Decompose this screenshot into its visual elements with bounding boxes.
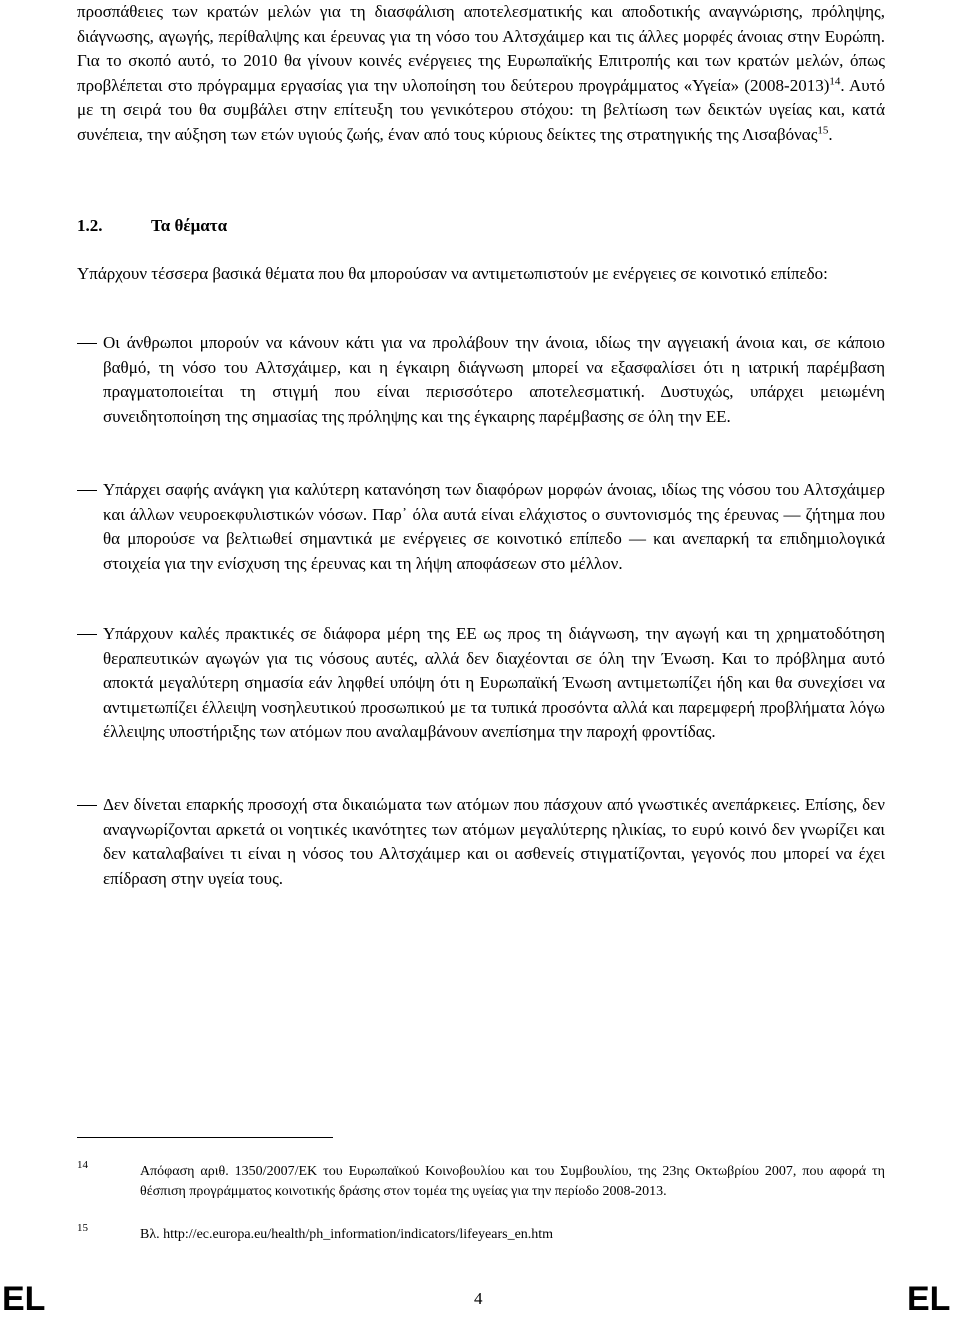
- footnote-mark: 14: [77, 1159, 88, 1171]
- footnote-ref-14: 14: [829, 74, 841, 87]
- bullet-item: [77, 622, 885, 745]
- section-number: 1.2.: [77, 216, 103, 235]
- page-number: 4: [474, 1289, 483, 1308]
- bullet-text: Δεν δίνεται επαρκής προσοχή στα δικαιώματα των ατόμων που πάσχουν από γνωστικές ανεπάρκειες. Επίσης, δεν αναγνωρίζονται αρκετά οι νοητικές ικανότητες των ατόμων μεγαλύτερης ηλικίας, το ευρύ κοινό δεν γνωρίζει και δεν καταλαβαίνει τι είναι η νόσος του Αλτσχάιμερ και οι ασθενείς στιγματίζονται, γεγονός που μπορεί να έχει επίδραση στην υγεία τους.: [103, 795, 885, 888]
- footnote: [77, 1222, 885, 1245]
- footnote-text: Απόφαση αριθ. 1350/2007/ΕΚ του Ευρωπαϊκού Κοινοβουλίου και του Συμβουλίου, της 23ης Οκτωβρίου 2007, που αφορά τη θέσπιση προγράμματος κοινοτικής δράσης στον τομέα της υγείας για την περίοδο 2008-2013.: [140, 1164, 885, 1199]
- bullet-item: [77, 478, 885, 576]
- footer-language-left: EL: [2, 1280, 46, 1318]
- bullet-text: Οι άνθρωποι μπορούν να κάνουν κάτι για να προλάβουν την άνοια, ιδίως την αγγειακή άνοια και, σε κάποιο βαθμό, τη νόσο του Αλτσχάιμερ, και η έγκαιρη διάγνωση μπορεί να εξασφαλίσει ότι η ιατρική παρέμβαση πραγματοποιείται τη στιγμή που είναι περισσότερο αποτελεσματική. Δυστυχώς, υπάρχει μειωμένη συνειδητοποίηση της σημασίας της πρόληψης και της έγκαιρης παρέμβασης σε όλη την ΕΕ.: [103, 333, 885, 426]
- bullet-item: [77, 331, 885, 429]
- section-heading: [77, 216, 227, 236]
- footnote-mark: 15: [77, 1222, 88, 1234]
- intro-text-3: .: [828, 124, 833, 144]
- bullet-text: Υπάρχουν καλές πρακτικές σε διάφορα μέρη της ΕΕ ως προς τη διάγνωση, την αγωγή και τη χρηματοδότηση θεραπευτικών αγωγών για τις νόσους αυτές, αλλά δεν διαχέονται σε όλη την Ένωση. Και το πρόβλημα αυτό αποκτά μεγαλύτερη σημασία εάν ληφθεί υπόψη ότι η Ευρωπαϊκή Ένωση αντιμετωπίζει ήδη και θα συνεχίσει να αντιμετωπίζει έλλειψη νοσηλευτικού προσωπικού με τα τυπικά προσόντα αλλά και παρεμφερή προβλήματα λόγω έλλειψης υποστήριξης των ατόμων που αναλαμβάνουν ανεπίσημα την παροχή φροντίδας.: [103, 624, 885, 741]
- bullet-item: [77, 793, 885, 891]
- footnote-separator: [77, 1137, 333, 1138]
- footnote: [77, 1159, 885, 1202]
- footer-language-right: EL: [907, 1280, 951, 1318]
- intro-text-2: . Αυτό με τη σειρά του θα συμβάλει στην επίτευξη του γενικότερου στόχου: τη βελτίωση των δεικτών υγείας και, κατά συνέπεια, την αύξηση των ετών υγιούς ζωής, έναν από τους κύριους δείκτες της στρατηγικής της Λισαβόνας: [77, 75, 885, 144]
- intro-text-1: προσπάθειες των κρατών μελών για τη διασφάλιση αποτελεσματικής και αποδοτικής αναγνώρισης, πρόληψης, διάγνωσης, αγωγής, περίθαλψης και έρευνας για τη νόσο του Αλτσχάιμερ και τις άλλες μορφές άνοιας στην Ευρώπη. Για το σκοπό αυτό, το 2010 θα γίνουν κοινές ενέργειες της Ευρωπαϊκής Επιτροπής και των κρατών μελών, όπως προβλέπεται στο πρόγραμμα εργασίας για την υλοποίηση του δεύτερου προγράμματος «Υγεία» (2008-2013): [77, 2, 885, 95]
- bullet-text: Υπάρχει σαφής ανάγκη για καλύτερη κατανόηση των διαφόρων μορφών άνοιας, ιδίως της νόσου του Αλτσχάιμερ και άλλων νευροεκφυλιστικών νόσων. Παρ᾽ όλα αυτά είναι ελάχιστος ο συντονισμός της έρευνας — ζήτημα που θα μπορούσε να βελτιωθεί σημαντικά με ενέργειες σε κοινοτικό επίπεδο — και ανεπαρκή τα επιδημιολογικά στοιχεία για την ενίσχυση της έρευνας και τη λήψη αποφάσεων στο μέλλον.: [103, 480, 885, 573]
- section-title: Τα θέματα: [151, 216, 228, 235]
- footnote-ref-15: 15: [817, 123, 829, 136]
- lead-paragraph: Υπάρχουν τέσσερα βασικά θέματα που θα μπορούσαν να αντιμετωπιστούν με ενέργειες σε κοινοτικό επίπεδο:: [77, 264, 828, 283]
- footnote-link-text: Βλ. http://ec.europa.eu/health/ph_information/indicators/lifeyears_en.htm: [140, 1227, 554, 1242]
- intro-paragraph: [77, 0, 885, 147]
